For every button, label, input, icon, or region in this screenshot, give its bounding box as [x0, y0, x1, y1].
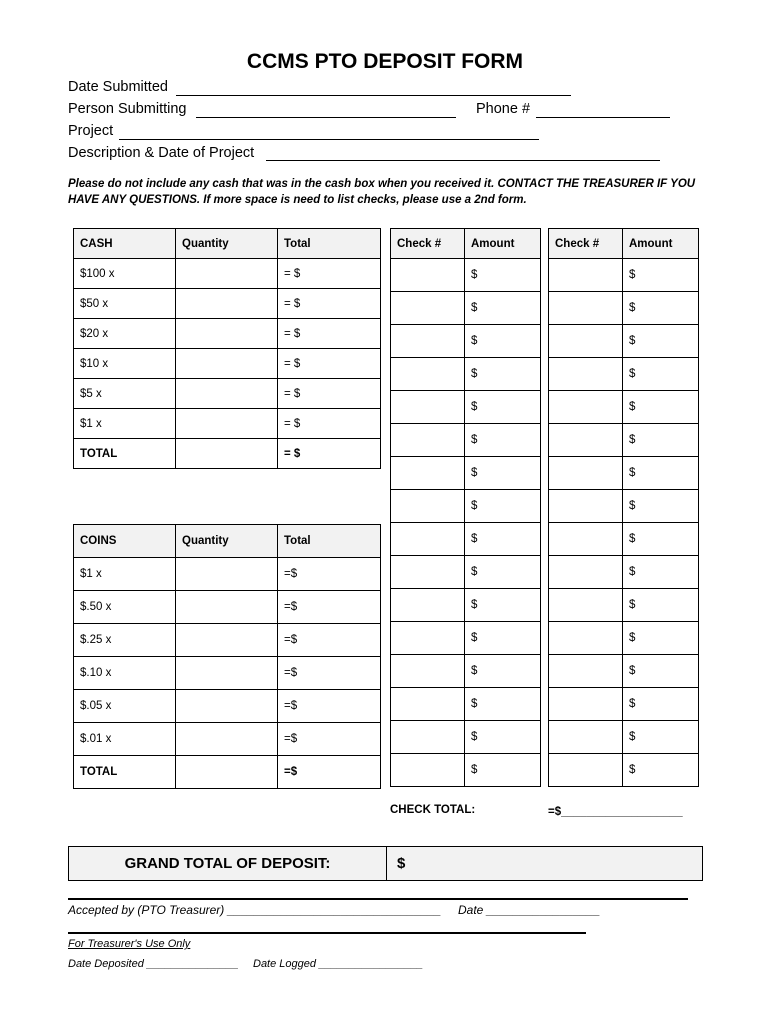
- quantity-cell[interactable]: [176, 379, 278, 409]
- denomination-cell: $.10 x: [74, 657, 176, 690]
- check-number-cell[interactable]: [391, 457, 465, 490]
- check-amount-cell[interactable]: $: [465, 424, 541, 457]
- date-submitted-label: Date Submitted: [68, 79, 168, 95]
- table-row: [74, 379, 381, 409]
- check-number-cell[interactable]: [549, 556, 623, 589]
- quantity-cell[interactable]: [176, 319, 278, 349]
- table-row: [74, 439, 381, 469]
- total-cell[interactable]: = $: [278, 319, 381, 349]
- check-row: [391, 325, 541, 358]
- quantity-cell[interactable]: [176, 756, 278, 789]
- check-row: [391, 622, 541, 655]
- check-amount-cell[interactable]: $: [623, 688, 699, 721]
- column-header: Amount: [623, 229, 699, 259]
- check-row: [391, 754, 541, 787]
- check-number-cell[interactable]: [549, 391, 623, 424]
- person-submitting-label: Person Submitting: [68, 101, 187, 117]
- check-amount-cell[interactable]: $: [623, 358, 699, 391]
- check-amount-cell[interactable]: $: [465, 391, 541, 424]
- project-label: Project: [68, 123, 114, 139]
- quantity-cell[interactable]: [176, 409, 278, 439]
- table-header-row: [74, 229, 381, 259]
- grand-total-value[interactable]: $: [397, 855, 406, 872]
- check-row: [391, 490, 541, 523]
- coins-table: [73, 524, 381, 789]
- total-cell[interactable]: =$: [278, 591, 381, 624]
- total-cell[interactable]: = $: [278, 409, 381, 439]
- check-number-cell[interactable]: [391, 292, 465, 325]
- total-cell[interactable]: =$: [278, 624, 381, 657]
- table-row: [74, 289, 381, 319]
- date-submitted-line[interactable]: [176, 95, 571, 96]
- check-row: [549, 325, 699, 358]
- check-amount-cell[interactable]: $: [623, 754, 699, 787]
- check-amount-cell[interactable]: $: [465, 259, 541, 292]
- quantity-cell[interactable]: [176, 349, 278, 379]
- denomination-cell: $.50 x: [74, 591, 176, 624]
- column-header: Check #: [391, 229, 465, 259]
- check-total-label: CHECK TOTAL:: [390, 804, 476, 816]
- check-amount-cell[interactable]: $: [623, 490, 699, 523]
- check-amount-cell[interactable]: $: [623, 589, 699, 622]
- check-row: [549, 358, 699, 391]
- table-row: [74, 723, 381, 756]
- check-row: [549, 391, 699, 424]
- table-row: [74, 624, 381, 657]
- check-amount-cell[interactable]: $: [465, 523, 541, 556]
- check-amount-cell[interactable]: $: [465, 325, 541, 358]
- denomination-cell: $20 x: [74, 319, 176, 349]
- quantity-cell[interactable]: [176, 657, 278, 690]
- denomination-cell: $5 x: [74, 379, 176, 409]
- table-row: [74, 349, 381, 379]
- column-header: Total: [278, 229, 381, 259]
- denomination-cell: $.01 x: [74, 723, 176, 756]
- check-row: [391, 655, 541, 688]
- check-number-cell[interactable]: [391, 721, 465, 754]
- person-submitting-line[interactable]: [196, 117, 456, 118]
- description-label: Description & Date of Project: [68, 145, 255, 161]
- check-total-value[interactable]: =$___________________: [548, 806, 683, 818]
- denomination-cell: $1 x: [74, 558, 176, 591]
- check-amount-cell[interactable]: $: [623, 556, 699, 589]
- check-table-right: [548, 228, 699, 787]
- check-row: [549, 490, 699, 523]
- check-number-cell[interactable]: [549, 589, 623, 622]
- check-number-cell[interactable]: [391, 523, 465, 556]
- accepted-by-field[interactable]: Accepted by (PTO Treasurer) ________________________________: [68, 903, 442, 917]
- date-deposited-field[interactable]: Date Deposited _______________: [68, 958, 239, 970]
- check-amount-cell[interactable]: $: [465, 490, 541, 523]
- check-amount-cell[interactable]: $: [465, 457, 541, 490]
- check-number-cell[interactable]: [391, 655, 465, 688]
- table-header-row: [549, 229, 699, 259]
- denomination-cell: $.05 x: [74, 690, 176, 723]
- check-number-cell[interactable]: [391, 589, 465, 622]
- table-header-row: [74, 525, 381, 558]
- grand-total-label: GRAND TOTAL OF DEPOSIT:: [69, 847, 387, 880]
- check-row: [549, 424, 699, 457]
- check-number-cell[interactable]: [549, 688, 623, 721]
- check-number-cell[interactable]: [391, 622, 465, 655]
- column-header: Amount: [465, 229, 541, 259]
- quantity-cell[interactable]: [176, 690, 278, 723]
- table-row: [74, 259, 381, 289]
- total-cell[interactable]: =$: [278, 558, 381, 591]
- denomination-cell: $10 x: [74, 349, 176, 379]
- denomination-cell: $100 x: [74, 259, 176, 289]
- check-amount-cell[interactable]: $: [465, 358, 541, 391]
- check-row: [391, 589, 541, 622]
- check-number-cell[interactable]: [549, 655, 623, 688]
- column-header: Quantity: [176, 525, 278, 558]
- check-amount-cell[interactable]: $: [465, 721, 541, 754]
- check-row: [391, 688, 541, 721]
- quantity-cell[interactable]: [176, 624, 278, 657]
- check-row: [549, 523, 699, 556]
- quantity-cell[interactable]: [176, 558, 278, 591]
- quantity-cell[interactable]: [176, 723, 278, 756]
- check-row: [391, 391, 541, 424]
- check-amount-cell[interactable]: $: [623, 424, 699, 457]
- check-number-cell[interactable]: [391, 259, 465, 292]
- table-row: [74, 591, 381, 624]
- check-number-cell[interactable]: [549, 754, 623, 787]
- description-line[interactable]: [266, 160, 660, 161]
- check-row: [549, 259, 699, 292]
- check-row: [549, 556, 699, 589]
- total-cell[interactable]: =$: [278, 723, 381, 756]
- check-row: [391, 259, 541, 292]
- table-row: [74, 319, 381, 349]
- check-row: [391, 457, 541, 490]
- check-row: [391, 292, 541, 325]
- phone-line[interactable]: [536, 117, 670, 118]
- check-number-cell[interactable]: [549, 325, 623, 358]
- footer-divider-bottom: [68, 932, 586, 934]
- quantity-cell[interactable]: [176, 439, 278, 469]
- date-logged-field[interactable]: Date Logged _________________: [253, 958, 424, 970]
- denomination-cell: TOTAL: [74, 439, 176, 469]
- total-cell[interactable]: = $: [278, 259, 381, 289]
- check-number-cell[interactable]: [549, 721, 623, 754]
- check-row: [391, 556, 541, 589]
- check-row: [549, 457, 699, 490]
- check-amount-cell[interactable]: $: [465, 655, 541, 688]
- check-number-cell[interactable]: [549, 358, 623, 391]
- check-number-cell[interactable]: [391, 490, 465, 523]
- check-row: [391, 721, 541, 754]
- check-amount-cell[interactable]: $: [465, 556, 541, 589]
- quantity-cell[interactable]: [176, 591, 278, 624]
- check-number-cell[interactable]: [391, 754, 465, 787]
- check-number-cell[interactable]: [549, 490, 623, 523]
- check-row: [549, 688, 699, 721]
- check-amount-cell[interactable]: $: [623, 391, 699, 424]
- check-number-cell[interactable]: [391, 556, 465, 589]
- column-header: CASH: [74, 229, 176, 259]
- table-row: [74, 756, 381, 789]
- denomination-cell: $50 x: [74, 289, 176, 319]
- table-row: [74, 558, 381, 591]
- check-number-cell[interactable]: [549, 259, 623, 292]
- check-number-cell[interactable]: [549, 622, 623, 655]
- cash-table: [73, 228, 381, 469]
- treasurer-use-heading: For Treasurer's Use Only: [68, 938, 191, 950]
- check-row: [549, 754, 699, 787]
- quantity-cell[interactable]: [176, 289, 278, 319]
- table-header-row: [391, 229, 541, 259]
- check-number-cell[interactable]: [549, 292, 623, 325]
- check-amount-cell[interactable]: $: [465, 688, 541, 721]
- check-row: [549, 622, 699, 655]
- column-header: Check #: [549, 229, 623, 259]
- check-row: [549, 589, 699, 622]
- check-number-cell[interactable]: [391, 325, 465, 358]
- denomination-cell: $.25 x: [74, 624, 176, 657]
- check-amount-cell[interactable]: $: [623, 655, 699, 688]
- grand-total-box: [68, 846, 703, 881]
- check-row: [391, 358, 541, 391]
- check-number-cell[interactable]: [391, 424, 465, 457]
- check-amount-cell[interactable]: $: [465, 292, 541, 325]
- check-number-cell[interactable]: [549, 457, 623, 490]
- check-amount-cell[interactable]: $: [465, 622, 541, 655]
- accepted-date-field[interactable]: Date _________________: [458, 903, 601, 917]
- check-table-left: [390, 228, 541, 787]
- instruction-note: Please do not include any cash that was in the cash box when you received it. CONTACT THE TREASURER IF YOU HAVE ANY QUESTIONS. If more space is need to list checks, please use a 2nd form.: [68, 178, 696, 206]
- table-row: [74, 409, 381, 439]
- total-cell[interactable]: = $: [278, 349, 381, 379]
- column-header: COINS: [74, 525, 176, 558]
- table-row: [74, 690, 381, 723]
- total-cell[interactable]: =$: [278, 657, 381, 690]
- footer-divider-top: [68, 898, 688, 900]
- check-row: [549, 721, 699, 754]
- form-title: CCMS PTO DEPOSIT FORM: [246, 50, 524, 73]
- denomination-cell: $1 x: [74, 409, 176, 439]
- check-number-cell[interactable]: [549, 523, 623, 556]
- check-amount-cell[interactable]: $: [623, 523, 699, 556]
- project-line[interactable]: [119, 139, 539, 140]
- total-cell[interactable]: = $: [278, 439, 381, 469]
- check-row: [391, 523, 541, 556]
- quantity-cell[interactable]: [176, 259, 278, 289]
- column-header: Total: [278, 525, 381, 558]
- check-row: [549, 655, 699, 688]
- total-cell[interactable]: =$: [278, 690, 381, 723]
- check-number-cell[interactable]: [391, 358, 465, 391]
- check-amount-cell[interactable]: $: [623, 457, 699, 490]
- column-header: Quantity: [176, 229, 278, 259]
- check-amount-cell[interactable]: $: [623, 721, 699, 754]
- check-number-cell[interactable]: [391, 391, 465, 424]
- check-amount-cell[interactable]: $: [465, 754, 541, 787]
- check-row: [391, 424, 541, 457]
- check-number-cell[interactable]: [391, 688, 465, 721]
- table-row: [74, 657, 381, 690]
- total-cell[interactable]: = $: [278, 289, 381, 319]
- total-cell[interactable]: = $: [278, 379, 381, 409]
- check-row: [549, 292, 699, 325]
- check-amount-cell[interactable]: $: [465, 589, 541, 622]
- denomination-cell: TOTAL: [74, 756, 176, 789]
- total-cell[interactable]: =$: [278, 756, 381, 789]
- check-number-cell[interactable]: [549, 424, 623, 457]
- check-amount-cell[interactable]: $: [623, 259, 699, 292]
- phone-label: Phone #: [476, 101, 531, 117]
- check-amount-cell[interactable]: $: [623, 292, 699, 325]
- check-amount-cell[interactable]: $: [623, 622, 699, 655]
- check-amount-cell[interactable]: $: [623, 325, 699, 358]
